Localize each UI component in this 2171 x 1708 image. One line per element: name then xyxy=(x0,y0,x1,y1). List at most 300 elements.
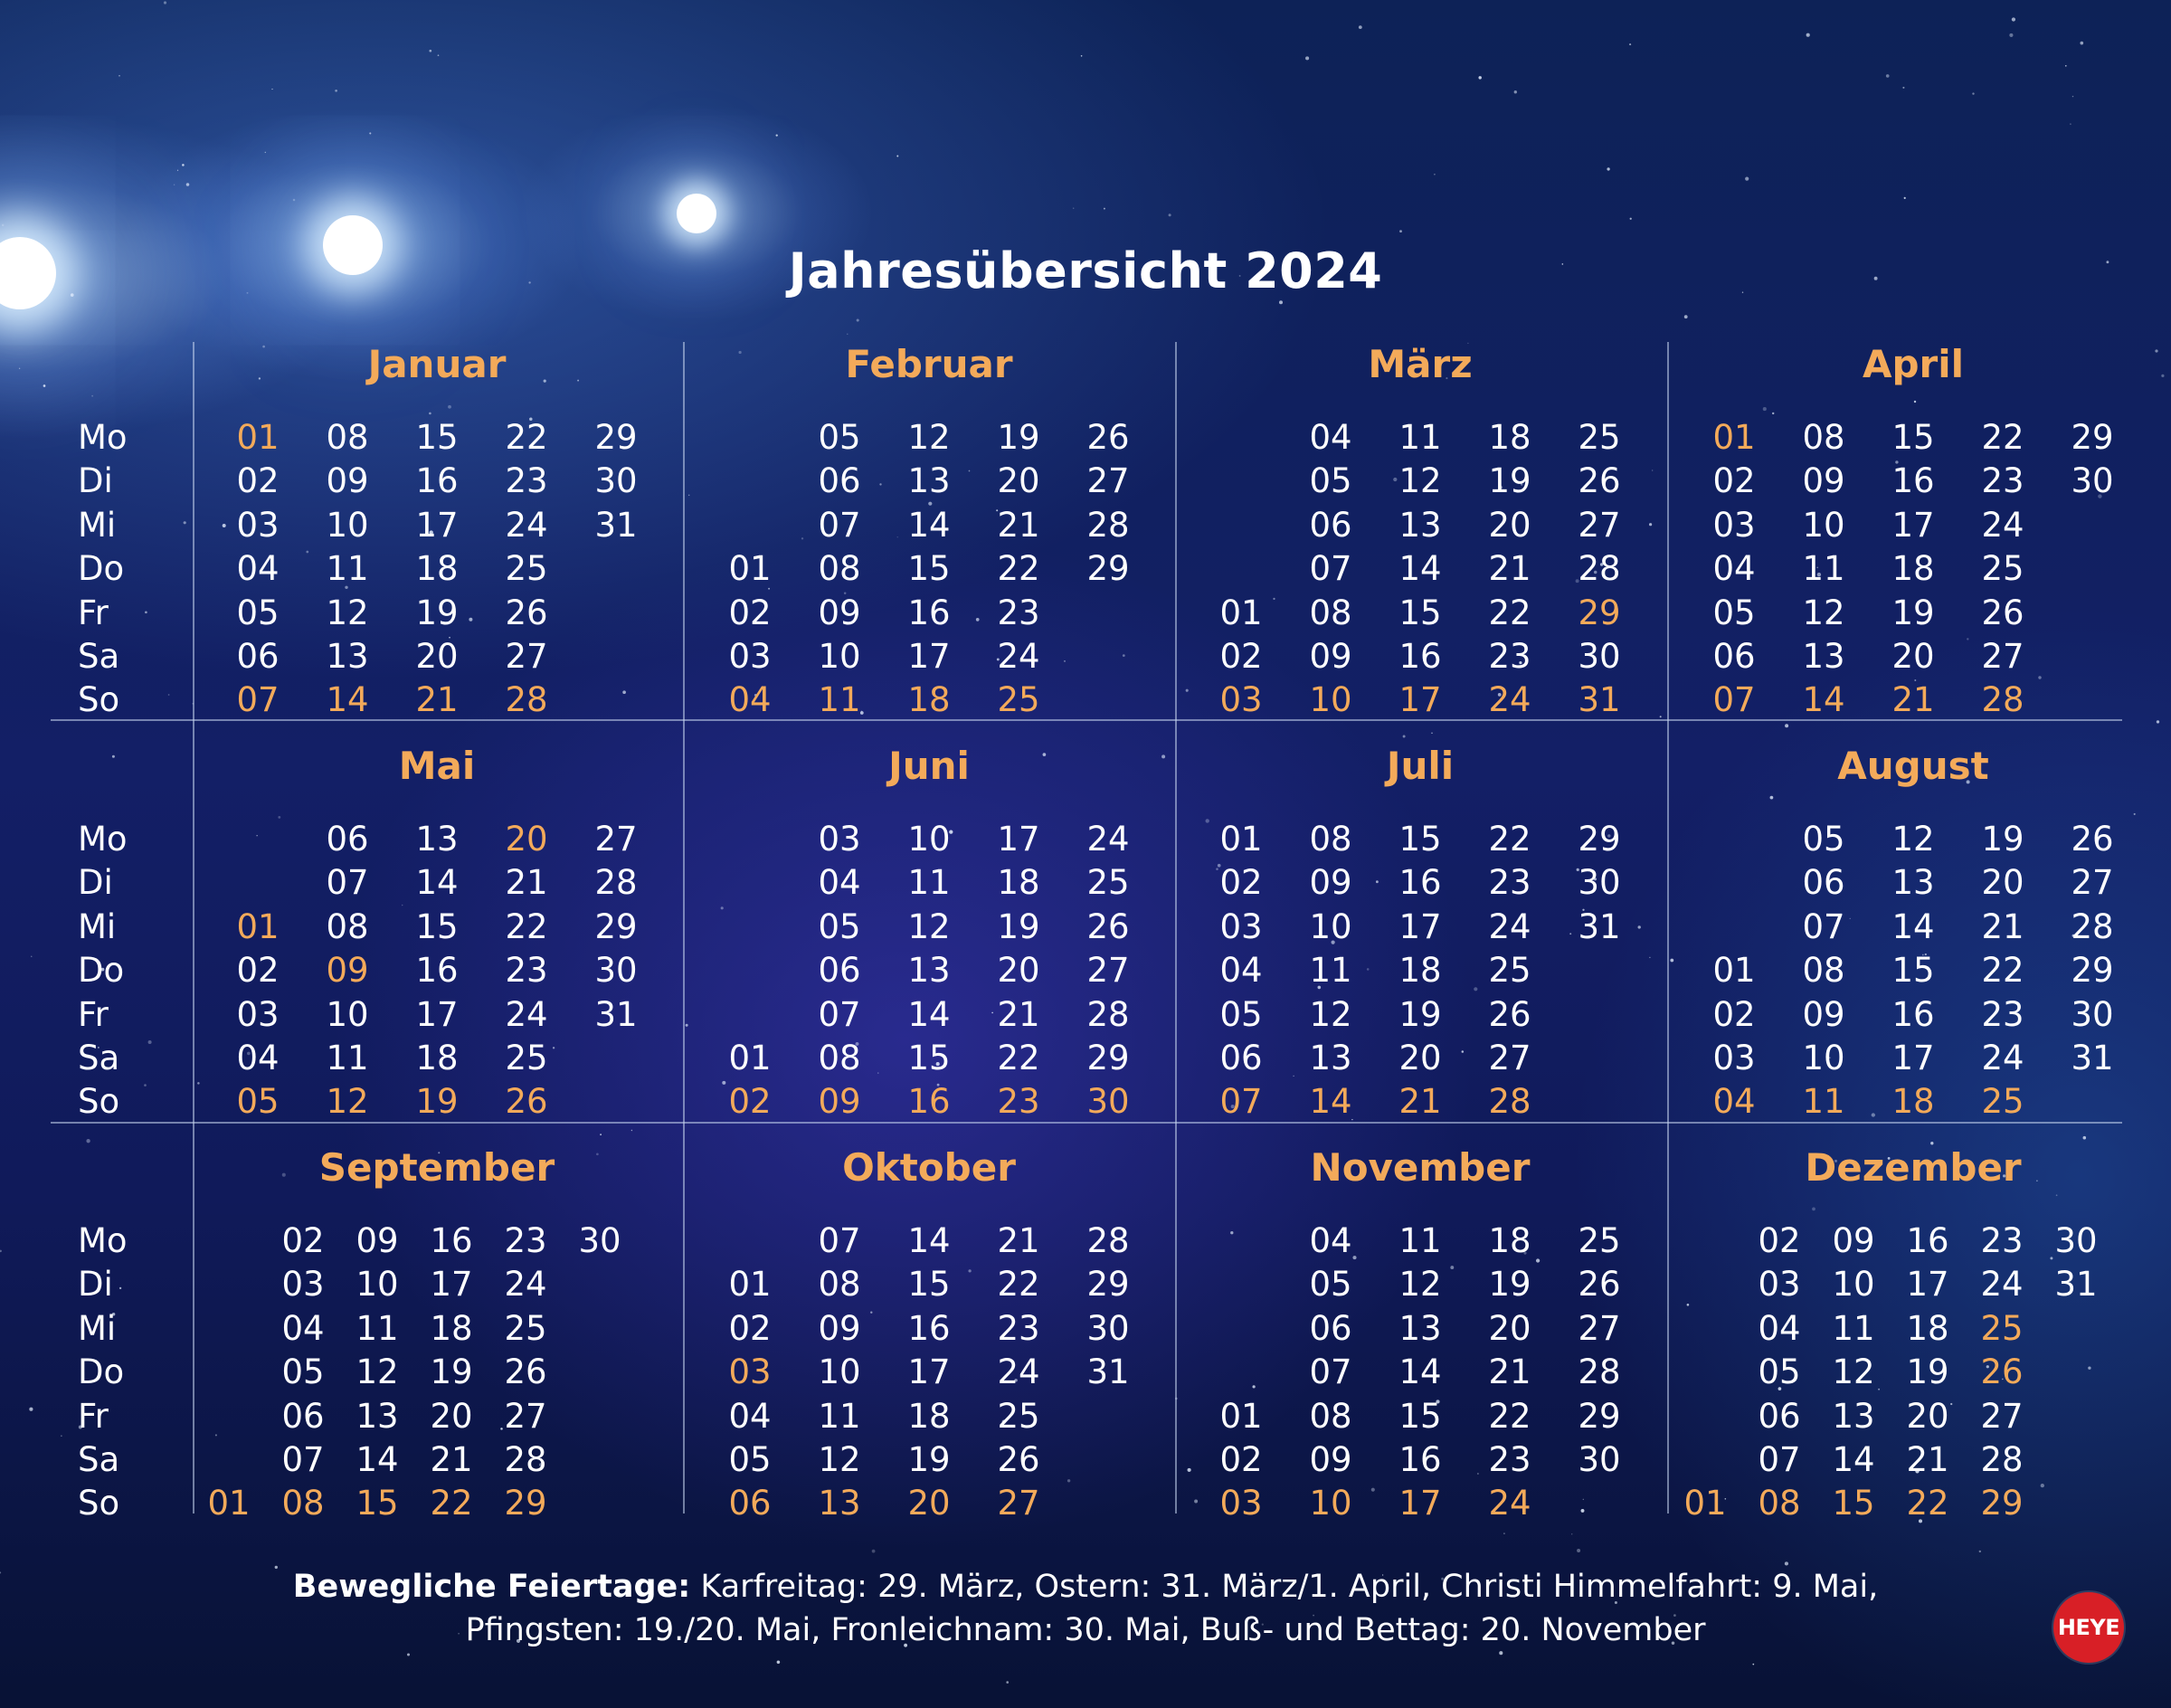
day-cell: 20 xyxy=(430,1396,473,1436)
day-cell: 11 xyxy=(326,549,369,589)
day-cell: 20 xyxy=(1891,637,1935,676)
day-cell: 06 xyxy=(818,951,861,991)
day-cell: 28 xyxy=(1086,505,1130,545)
day-cell: 05 xyxy=(818,418,861,457)
day-cell: 09 xyxy=(818,1308,861,1348)
star xyxy=(2065,65,2067,67)
day-cell: 21 xyxy=(997,994,1040,1034)
star xyxy=(600,1134,602,1135)
star xyxy=(1403,735,1406,738)
day-cell: 15 xyxy=(1891,951,1935,991)
day-cell: 16 xyxy=(1906,1221,1949,1260)
day-cell: 04 xyxy=(1712,549,1756,589)
star xyxy=(31,956,32,957)
grid-horizontal-line xyxy=(51,719,2122,721)
day-cell: 16 xyxy=(1891,994,1935,1034)
day-cell: 25 xyxy=(1981,549,2024,589)
day-cell: 31 xyxy=(2071,1039,2114,1077)
day-cell: 15 xyxy=(1398,1396,1442,1436)
day-cell: 25 xyxy=(1488,951,1531,991)
day-cell: 13 xyxy=(1309,1039,1352,1077)
day-cell: 22 xyxy=(1981,418,2024,457)
day-cell: 25 xyxy=(997,1396,1040,1436)
day-cell: 06 xyxy=(818,461,861,501)
day-cell-holiday: 29 xyxy=(504,1484,547,1523)
day-cell-holiday: 22 xyxy=(1906,1484,1949,1523)
day-cell: 02 xyxy=(236,461,280,501)
holiday-note xyxy=(0,1565,2171,1652)
day-cell: 10 xyxy=(818,637,861,676)
day-cell: 30 xyxy=(1086,1308,1130,1348)
day-cell: 15 xyxy=(1398,820,1442,859)
day-cell: 30 xyxy=(1578,1440,1621,1479)
day-cell-holiday: 29 xyxy=(1578,593,1621,632)
day-cell-holiday: 03 xyxy=(728,1352,772,1392)
day-cell: 02 xyxy=(1219,863,1263,903)
day-cell: 22 xyxy=(1488,593,1531,632)
star xyxy=(177,170,178,171)
day-cell: 06 xyxy=(1758,1396,1801,1436)
day-cell: 05 xyxy=(1309,461,1352,501)
day-cell-holiday: 21 xyxy=(415,680,459,720)
star xyxy=(2080,42,2083,45)
day-cell-holiday: 10 xyxy=(1309,680,1352,720)
day-cell-holiday: 12 xyxy=(326,1082,369,1122)
star xyxy=(1752,1664,1754,1665)
day-cell: 19 xyxy=(430,1352,473,1392)
holiday-note-line-1 xyxy=(0,1565,2171,1608)
star xyxy=(407,1654,410,1656)
day-cell: 05 xyxy=(281,1352,325,1392)
day-cell: 04 xyxy=(1309,1221,1352,1260)
day-cell-holiday: 16 xyxy=(907,1082,951,1122)
day-cell-holiday: 21 xyxy=(1891,680,1935,720)
day-cell-holiday: 20 xyxy=(505,820,548,859)
grid-vertical-line xyxy=(193,342,194,1513)
day-cell: 03 xyxy=(818,820,861,859)
day-cell: 24 xyxy=(1981,1039,2024,1077)
day-cell: 18 xyxy=(1398,951,1442,991)
day-cell: 27 xyxy=(504,1396,547,1436)
day-cell: 20 xyxy=(1398,1039,1442,1077)
day-cell: 26 xyxy=(1578,461,1621,501)
day-cell: 25 xyxy=(1578,1221,1621,1260)
day-cell: 23 xyxy=(1981,461,2024,501)
day-cell: 08 xyxy=(1309,820,1352,859)
day-cell: 12 xyxy=(818,1440,861,1479)
day-cell: 26 xyxy=(997,1440,1040,1479)
month-name: März xyxy=(1368,342,1473,386)
day-cell: 06 xyxy=(1309,1308,1352,1348)
weekday-label: So xyxy=(78,1484,120,1523)
day-cell: 24 xyxy=(997,637,1040,676)
day-cell-holiday: 28 xyxy=(1488,1082,1531,1122)
day-cell: 27 xyxy=(1578,505,1621,545)
day-cell-holiday: 29 xyxy=(1980,1484,2024,1523)
day-cell: 09 xyxy=(356,1221,399,1260)
month-name: August xyxy=(1837,744,1989,788)
day-cell: 18 xyxy=(415,549,459,589)
day-cell: 19 xyxy=(415,593,459,632)
day-cell: 21 xyxy=(997,1221,1040,1260)
star xyxy=(1571,1533,1572,1534)
star xyxy=(369,132,371,134)
day-cell: 13 xyxy=(1832,1396,1875,1436)
day-cell: 16 xyxy=(430,1221,473,1260)
grid-vertical-line xyxy=(1667,342,1669,1513)
day-cell: 13 xyxy=(356,1396,399,1436)
day-cell: 21 xyxy=(1488,549,1531,589)
star xyxy=(2161,375,2164,377)
star xyxy=(777,1661,781,1665)
day-cell: 22 xyxy=(997,1039,1040,1077)
day-cell: 30 xyxy=(2071,461,2114,501)
day-cell-holiday: 28 xyxy=(1981,680,2024,720)
day-cell: 09 xyxy=(1832,1221,1875,1260)
day-cell: 12 xyxy=(1832,1352,1875,1392)
weekday-label: Di xyxy=(78,863,113,903)
day-cell: 19 xyxy=(1488,461,1531,501)
day-cell: 26 xyxy=(1086,418,1130,457)
day-cell: 14 xyxy=(907,505,951,545)
star xyxy=(91,395,93,397)
star xyxy=(265,152,266,153)
day-cell: 23 xyxy=(505,951,548,991)
day-cell: 23 xyxy=(1488,863,1531,903)
day-cell: 06 xyxy=(1309,505,1352,545)
day-cell: 27 xyxy=(1488,1039,1531,1077)
day-cell: 30 xyxy=(1578,863,1621,903)
day-cell: 28 xyxy=(1578,549,1621,589)
grid-vertical-line xyxy=(683,342,685,1513)
day-cell: 16 xyxy=(415,461,459,501)
star xyxy=(847,334,848,335)
day-cell: 05 xyxy=(1758,1352,1801,1392)
day-cell-holiday: 23 xyxy=(997,1082,1040,1122)
day-cell: 08 xyxy=(326,906,369,946)
day-cell-holiday: 15 xyxy=(1832,1484,1875,1523)
day-cell: 08 xyxy=(818,549,861,589)
day-cell: 06 xyxy=(1802,863,1845,903)
month-name: September xyxy=(318,1145,555,1190)
day-cell-holiday: 25 xyxy=(997,680,1040,720)
day-cell: 13 xyxy=(1398,1308,1442,1348)
day-cell: 15 xyxy=(415,906,459,946)
day-cell-holiday: 11 xyxy=(818,680,861,720)
day-cell: 12 xyxy=(1891,820,1935,859)
day-cell: 07 xyxy=(818,505,861,545)
day-cell: 07 xyxy=(1758,1440,1801,1479)
day-cell: 29 xyxy=(2071,951,2114,991)
day-cell: 01 xyxy=(728,1265,772,1305)
day-cell: 12 xyxy=(907,418,951,457)
star xyxy=(1478,76,1481,79)
day-cell-holiday: 14 xyxy=(326,680,369,720)
weekday-label: Mo xyxy=(78,1221,128,1260)
day-cell: 24 xyxy=(1980,1265,2024,1305)
star xyxy=(1169,214,1171,216)
day-cell: 26 xyxy=(504,1352,547,1392)
day-cell: 21 xyxy=(1981,906,2024,946)
day-cell: 07 xyxy=(1309,549,1352,589)
day-cell: 08 xyxy=(818,1265,861,1305)
day-cell: 25 xyxy=(505,549,548,589)
day-cell: 14 xyxy=(356,1440,399,1479)
day-cell: 31 xyxy=(2054,1265,2098,1305)
day-cell: 31 xyxy=(594,505,638,545)
weekday-label: So xyxy=(78,680,120,720)
star xyxy=(184,521,186,524)
day-cell: 19 xyxy=(997,906,1040,946)
day-cell: 03 xyxy=(1712,1039,1756,1077)
day-cell-holiday: 26 xyxy=(505,1082,548,1122)
star xyxy=(1979,1551,1981,1552)
day-cell: 18 xyxy=(1488,418,1531,457)
day-cell: 29 xyxy=(1578,820,1621,859)
day-cell-holiday: 04 xyxy=(1712,1082,1756,1122)
day-cell-holiday: 03 xyxy=(1219,680,1263,720)
day-cell: 31 xyxy=(594,994,638,1034)
day-cell: 02 xyxy=(281,1221,325,1260)
day-cell: 23 xyxy=(1488,1440,1531,1479)
star xyxy=(872,1550,876,1553)
month-juni xyxy=(685,744,1173,1124)
day-cell: 04 xyxy=(236,549,280,589)
grid-horizontal-line xyxy=(51,1122,2122,1124)
weekday-label: Sa xyxy=(78,1440,120,1479)
day-cell: 14 xyxy=(1398,549,1442,589)
day-cell-holiday: 07 xyxy=(236,680,280,720)
holiday-note-text-1: Karfreitag: 29. März, Ostern: 31. März/1. April, Christi Himmelfahrt: 9. Mai, xyxy=(690,1569,1879,1605)
day-cell: 18 xyxy=(1906,1308,1949,1348)
day-cell: 04 xyxy=(1758,1308,1801,1348)
day-cell: 14 xyxy=(1891,906,1935,946)
month-februar xyxy=(685,342,1173,722)
weekday-label: Fr xyxy=(78,994,109,1034)
day-cell-holiday: 11 xyxy=(1802,1082,1845,1122)
day-cell: 07 xyxy=(281,1440,325,1479)
month-name: November xyxy=(1310,1145,1531,1190)
day-cell: 27 xyxy=(1086,951,1130,991)
day-cell: 23 xyxy=(1981,994,2024,1034)
day-cell: 08 xyxy=(1309,593,1352,632)
day-cell: 29 xyxy=(1086,1265,1130,1305)
day-cell: 22 xyxy=(505,418,548,457)
day-cell: 24 xyxy=(504,1265,547,1305)
day-cell: 27 xyxy=(1578,1308,1621,1348)
day-cell: 08 xyxy=(1802,418,1845,457)
day-cell: 14 xyxy=(1398,1352,1442,1392)
day-cell: 24 xyxy=(1086,820,1130,859)
day-cell: 14 xyxy=(415,863,459,903)
day-cell: 29 xyxy=(1578,1396,1621,1436)
day-cell: 13 xyxy=(907,461,951,501)
month-name: Februar xyxy=(845,342,1013,386)
star xyxy=(61,1435,62,1437)
day-cell-holiday: 09 xyxy=(818,1082,861,1122)
star xyxy=(1630,218,1632,220)
day-cell: 12 xyxy=(1309,994,1352,1034)
day-cell: 16 xyxy=(415,951,459,991)
day-cell: 05 xyxy=(236,593,280,632)
day-cell: 02 xyxy=(1758,1221,1801,1260)
day-cell: 26 xyxy=(1981,593,2024,632)
star xyxy=(144,1084,147,1086)
day-cell: 22 xyxy=(997,1265,1040,1305)
day-cell: 07 xyxy=(818,994,861,1034)
day-cell: 28 xyxy=(1086,994,1130,1034)
star xyxy=(429,50,431,52)
day-cell-holiday: 25 xyxy=(1981,1082,2024,1122)
day-cell: 27 xyxy=(594,820,638,859)
day-cell: 29 xyxy=(594,906,638,946)
day-cell-holiday: 09 xyxy=(326,951,369,991)
month-juli xyxy=(1176,744,1664,1124)
day-cell: 28 xyxy=(1086,1221,1130,1260)
star xyxy=(1279,300,1283,304)
day-cell: 16 xyxy=(1398,1440,1442,1479)
star xyxy=(186,183,190,186)
day-cell: 12 xyxy=(326,593,369,632)
star xyxy=(896,156,898,157)
weekday-label: Sa xyxy=(78,1039,120,1077)
day-cell: 22 xyxy=(505,906,548,946)
day-cell: 05 xyxy=(818,906,861,946)
star xyxy=(1745,177,1749,181)
star xyxy=(1305,56,1309,60)
day-cell: 15 xyxy=(907,1039,951,1077)
day-cell: 23 xyxy=(1488,637,1531,676)
day-cell-holiday: 28 xyxy=(505,680,548,720)
day-cell: 07 xyxy=(1802,906,1845,946)
day-cell: 22 xyxy=(1488,820,1531,859)
holiday-note-line-2: Pfingsten: 19./20. Mai, Fronleichnam: 30. Mai, Buß- und Bettag: 20. November xyxy=(465,1612,1706,1648)
day-cell-holiday: 17 xyxy=(1398,680,1442,720)
day-cell: 17 xyxy=(415,994,459,1034)
day-cell: 26 xyxy=(505,593,548,632)
day-cell: 11 xyxy=(326,1039,369,1077)
day-cell: 18 xyxy=(1488,1221,1531,1260)
day-cell-holiday: 18 xyxy=(907,680,951,720)
day-cell: 06 xyxy=(281,1396,325,1436)
day-cell: 23 xyxy=(997,593,1040,632)
day-cell: 10 xyxy=(1832,1265,1875,1305)
weekday-label: Fr xyxy=(78,1396,109,1436)
star xyxy=(2083,1136,2087,1140)
day-cell-holiday: 25 xyxy=(1980,1308,2024,1348)
star xyxy=(1104,208,1105,210)
day-cell-holiday: 17 xyxy=(1398,1484,1442,1523)
day-cell: 29 xyxy=(2071,418,2114,457)
day-cell: 27 xyxy=(2071,863,2114,903)
day-cell: 05 xyxy=(1802,820,1845,859)
day-cell-holiday: 05 xyxy=(236,1082,280,1122)
day-cell-holiday: 31 xyxy=(1578,680,1621,720)
day-cell-holiday: 01 xyxy=(1683,1484,1727,1523)
day-cell: 12 xyxy=(1398,1265,1442,1305)
star xyxy=(0,1250,2,1252)
day-cell: 25 xyxy=(1086,863,1130,903)
day-cell: 10 xyxy=(356,1265,399,1305)
day-cell: 01 xyxy=(728,1039,772,1077)
weekday-label: Mi xyxy=(78,505,117,545)
weekday-label: Do xyxy=(78,549,125,589)
day-cell: 14 xyxy=(1832,1440,1875,1479)
star xyxy=(857,318,859,321)
day-cell-holiday: 18 xyxy=(1891,1082,1935,1122)
day-cell: 07 xyxy=(818,1221,861,1260)
day-cell: 27 xyxy=(1980,1396,2024,1436)
day-cell: 25 xyxy=(505,1039,548,1077)
day-cell: 05 xyxy=(1712,593,1756,632)
day-cell: 02 xyxy=(1219,1440,1263,1479)
heye-logo: HEYE xyxy=(2053,1592,2124,1663)
star xyxy=(1904,197,1906,199)
day-cell: 19 xyxy=(1488,1265,1531,1305)
day-cell: 15 xyxy=(1891,418,1935,457)
day-cell: 03 xyxy=(236,505,280,545)
weekday-label: Fr xyxy=(78,593,109,632)
day-cell: 07 xyxy=(326,863,369,903)
day-cell: 27 xyxy=(1981,637,2024,676)
star xyxy=(168,694,170,696)
day-cell: 17 xyxy=(907,637,951,676)
star xyxy=(2012,17,2015,21)
day-cell-holiday: 03 xyxy=(1219,1484,1263,1523)
star xyxy=(1399,230,1402,232)
day-cell: 23 xyxy=(504,1221,547,1260)
day-cell: 05 xyxy=(728,1440,772,1479)
day-cell-holiday: 07 xyxy=(1712,680,1756,720)
day-cell: 20 xyxy=(1488,1308,1531,1348)
day-cell: 23 xyxy=(505,461,548,501)
day-cell: 19 xyxy=(907,1440,951,1479)
day-cell: 20 xyxy=(997,461,1040,501)
day-cell: 28 xyxy=(1980,1440,2024,1479)
day-cell: 08 xyxy=(1309,1396,1352,1436)
day-cell: 23 xyxy=(997,1308,1040,1348)
day-cell: 29 xyxy=(1086,1039,1130,1077)
star xyxy=(119,1287,121,1289)
day-cell: 21 xyxy=(430,1440,473,1479)
day-cell: 01 xyxy=(1219,820,1263,859)
star xyxy=(1503,1532,1505,1534)
star xyxy=(1902,87,1904,89)
star xyxy=(293,199,296,202)
day-cell: 07 xyxy=(1309,1352,1352,1392)
day-cell-holiday: 01 xyxy=(1712,418,1756,457)
day-cell: 03 xyxy=(728,637,772,676)
day-cell: 24 xyxy=(1488,906,1531,946)
day-cell: 20 xyxy=(1906,1396,1949,1436)
weekday-label: Mo xyxy=(78,820,128,859)
day-cell: 18 xyxy=(1891,549,1935,589)
month-dezember xyxy=(1669,1145,2157,1525)
day-cell: 28 xyxy=(504,1440,547,1479)
day-cell: 13 xyxy=(1802,637,1845,676)
day-cell: 03 xyxy=(281,1265,325,1305)
day-cell: 29 xyxy=(594,418,638,457)
weekday-label: Mi xyxy=(78,906,117,946)
day-cell: 17 xyxy=(1906,1265,1949,1305)
day-cell: 11 xyxy=(1802,549,1845,589)
day-cell: 17 xyxy=(1891,1039,1935,1077)
day-cell: 10 xyxy=(1802,505,1845,545)
day-cell: 20 xyxy=(1488,505,1531,545)
month-maerz xyxy=(1176,342,1664,722)
day-cell: 02 xyxy=(236,951,280,991)
weekday-label: Do xyxy=(78,1352,125,1392)
